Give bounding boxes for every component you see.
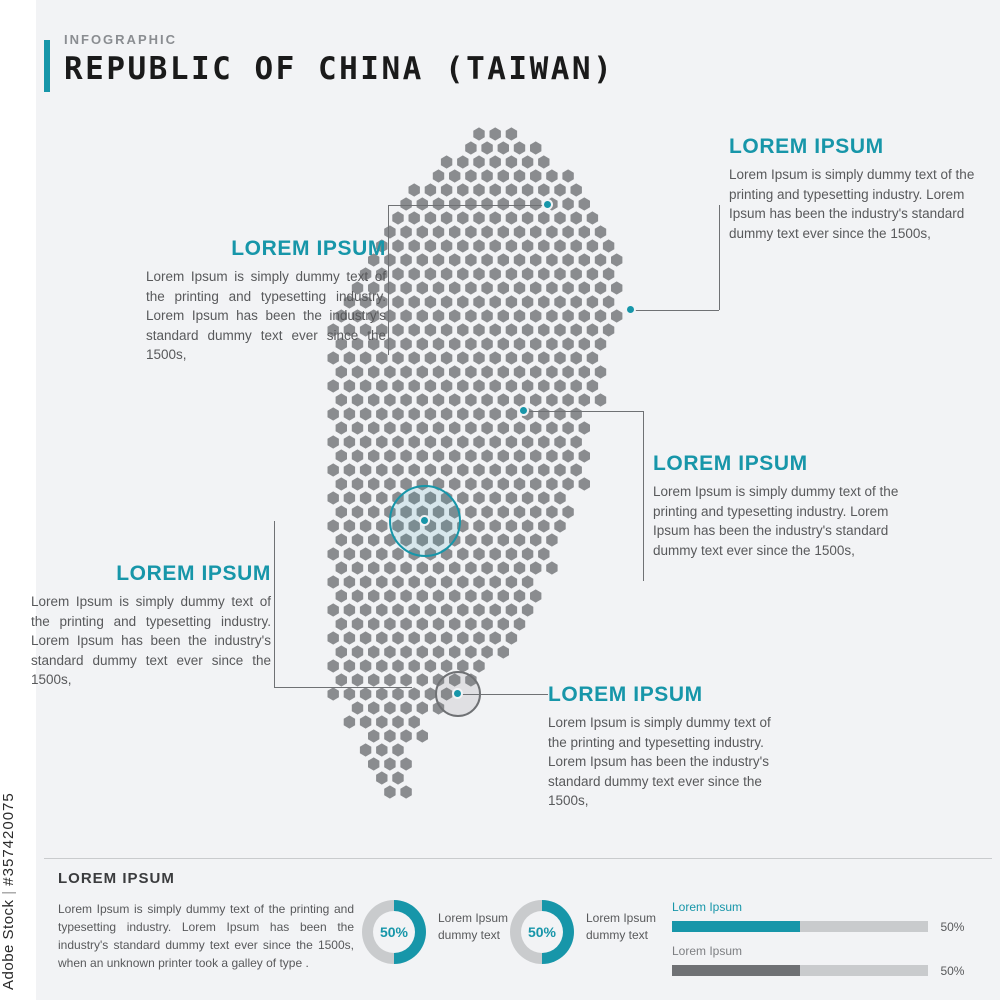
- infographic-canvas: [31, 0, 1000, 1000]
- donut-chart-1: [362, 900, 426, 964]
- footer-divider: [44, 858, 992, 859]
- header: [44, 32, 614, 87]
- callout-2-title: LOREM IPSUM: [231, 237, 386, 260]
- donut-chart-1-label: Lorem Ipsum dummy text: [438, 911, 509, 942]
- bar-stat-1-fill: [672, 921, 800, 932]
- callout-2-body: Lorem Ipsum is simply dummy text of the printing and typesetting industry. Lorem Ipsum has been the industry's standard dummy text ever since the 1500s,: [146, 269, 386, 363]
- callout-3-body: Lorem Ipsum is simply dummy text of the printing and typesetting industry. Lorem Ipsum has been the industry's standard dummy text ever since the 1500s,: [653, 484, 899, 558]
- header-eyebrow: INFOGRAPHIC: [64, 32, 177, 47]
- connector-1-vertical: [719, 205, 720, 310]
- bar-stat-1-label: Lorem Ipsum: [672, 900, 743, 914]
- donut-chart-1-value: 50%: [373, 911, 415, 953]
- map-dot-5[interactable]: [452, 688, 463, 699]
- bar-stat-2-track: [672, 965, 928, 976]
- bar-stat-1-value: 50%: [940, 919, 965, 934]
- connector-1-horizontal: [631, 310, 719, 311]
- callout-1-title: LOREM IPSUM: [729, 135, 884, 158]
- page-title: REPUBLIC OF CHINA (TAIWAN): [64, 51, 615, 87]
- footer-title: LOREM IPSUM: [58, 870, 175, 887]
- bar-stat-1: [672, 900, 982, 936]
- bar-stat-2-value: 50%: [940, 963, 965, 978]
- donut-chart-2-label: Lorem Ipsum dummy text: [586, 911, 657, 942]
- map-dot-4[interactable]: [419, 515, 430, 526]
- callout-5-body: Lorem Ipsum is simply dummy text of the printing and typesetting industry. Lorem Ipsum has been the industry's standard dummy text ever since the 1500s,: [548, 715, 771, 809]
- connector-3-vertical: [643, 411, 644, 581]
- connector-4-vertical: [274, 521, 275, 687]
- donut-chart-2-value: 50%: [521, 911, 563, 953]
- donut-stat-1: [362, 900, 509, 964]
- header-accent-bar: [44, 40, 50, 92]
- callout-4-title: LOREM IPSUM: [116, 562, 271, 585]
- connector-4-horizontal: [274, 687, 412, 688]
- bar-stat-1-track: [672, 921, 928, 932]
- callout-3: [653, 452, 905, 560]
- callout-2: [146, 237, 386, 365]
- bar-stat-2: [672, 944, 982, 980]
- bar-stat-2-fill: [672, 965, 800, 976]
- watermark-label: [0, 0, 17, 990]
- donut-stat-2: [510, 900, 657, 964]
- watermark-rail: [0, 0, 36, 1000]
- bar-stat-2-label: Lorem Ipsum: [672, 944, 743, 958]
- donut-chart-2: [510, 900, 574, 964]
- callout-4: [31, 562, 271, 690]
- watermark-brand: Adobe Stock: [0, 899, 17, 990]
- callout-1-body: Lorem Ipsum is simply dummy text of the printing and typesetting industry. Lorem Ipsum has been the industry's standard dummy text ever since the 1500s,: [729, 167, 975, 241]
- callout-1: [729, 135, 981, 243]
- footer-body: Lorem Ipsum is simply dummy text of the printing and typesetting industry. Lorem Ipsum has been the industry's standard dummy text ever since the 1500s, when an unknown printer took a galley of type .: [58, 902, 354, 970]
- map-dot-2[interactable]: [542, 199, 553, 210]
- connector-3-horizontal: [524, 411, 643, 412]
- callout-5-title: LOREM IPSUM: [548, 683, 703, 706]
- footer: [44, 858, 992, 988]
- watermark-separator: |: [0, 890, 17, 895]
- callout-4-body: Lorem Ipsum is simply dummy text of the printing and typesetting industry. Lorem Ipsum has been the industry's standard dummy text ever since the 1500s,: [31, 594, 271, 688]
- callout-3-title: LOREM IPSUM: [653, 452, 808, 475]
- map-dot-3[interactable]: [518, 405, 529, 416]
- connector-2-vertical: [388, 205, 389, 355]
- map-dot-1[interactable]: [625, 304, 636, 315]
- connector-2-horizontal: [388, 205, 548, 206]
- callout-5: [548, 683, 788, 811]
- watermark-id: #357420075: [0, 792, 17, 886]
